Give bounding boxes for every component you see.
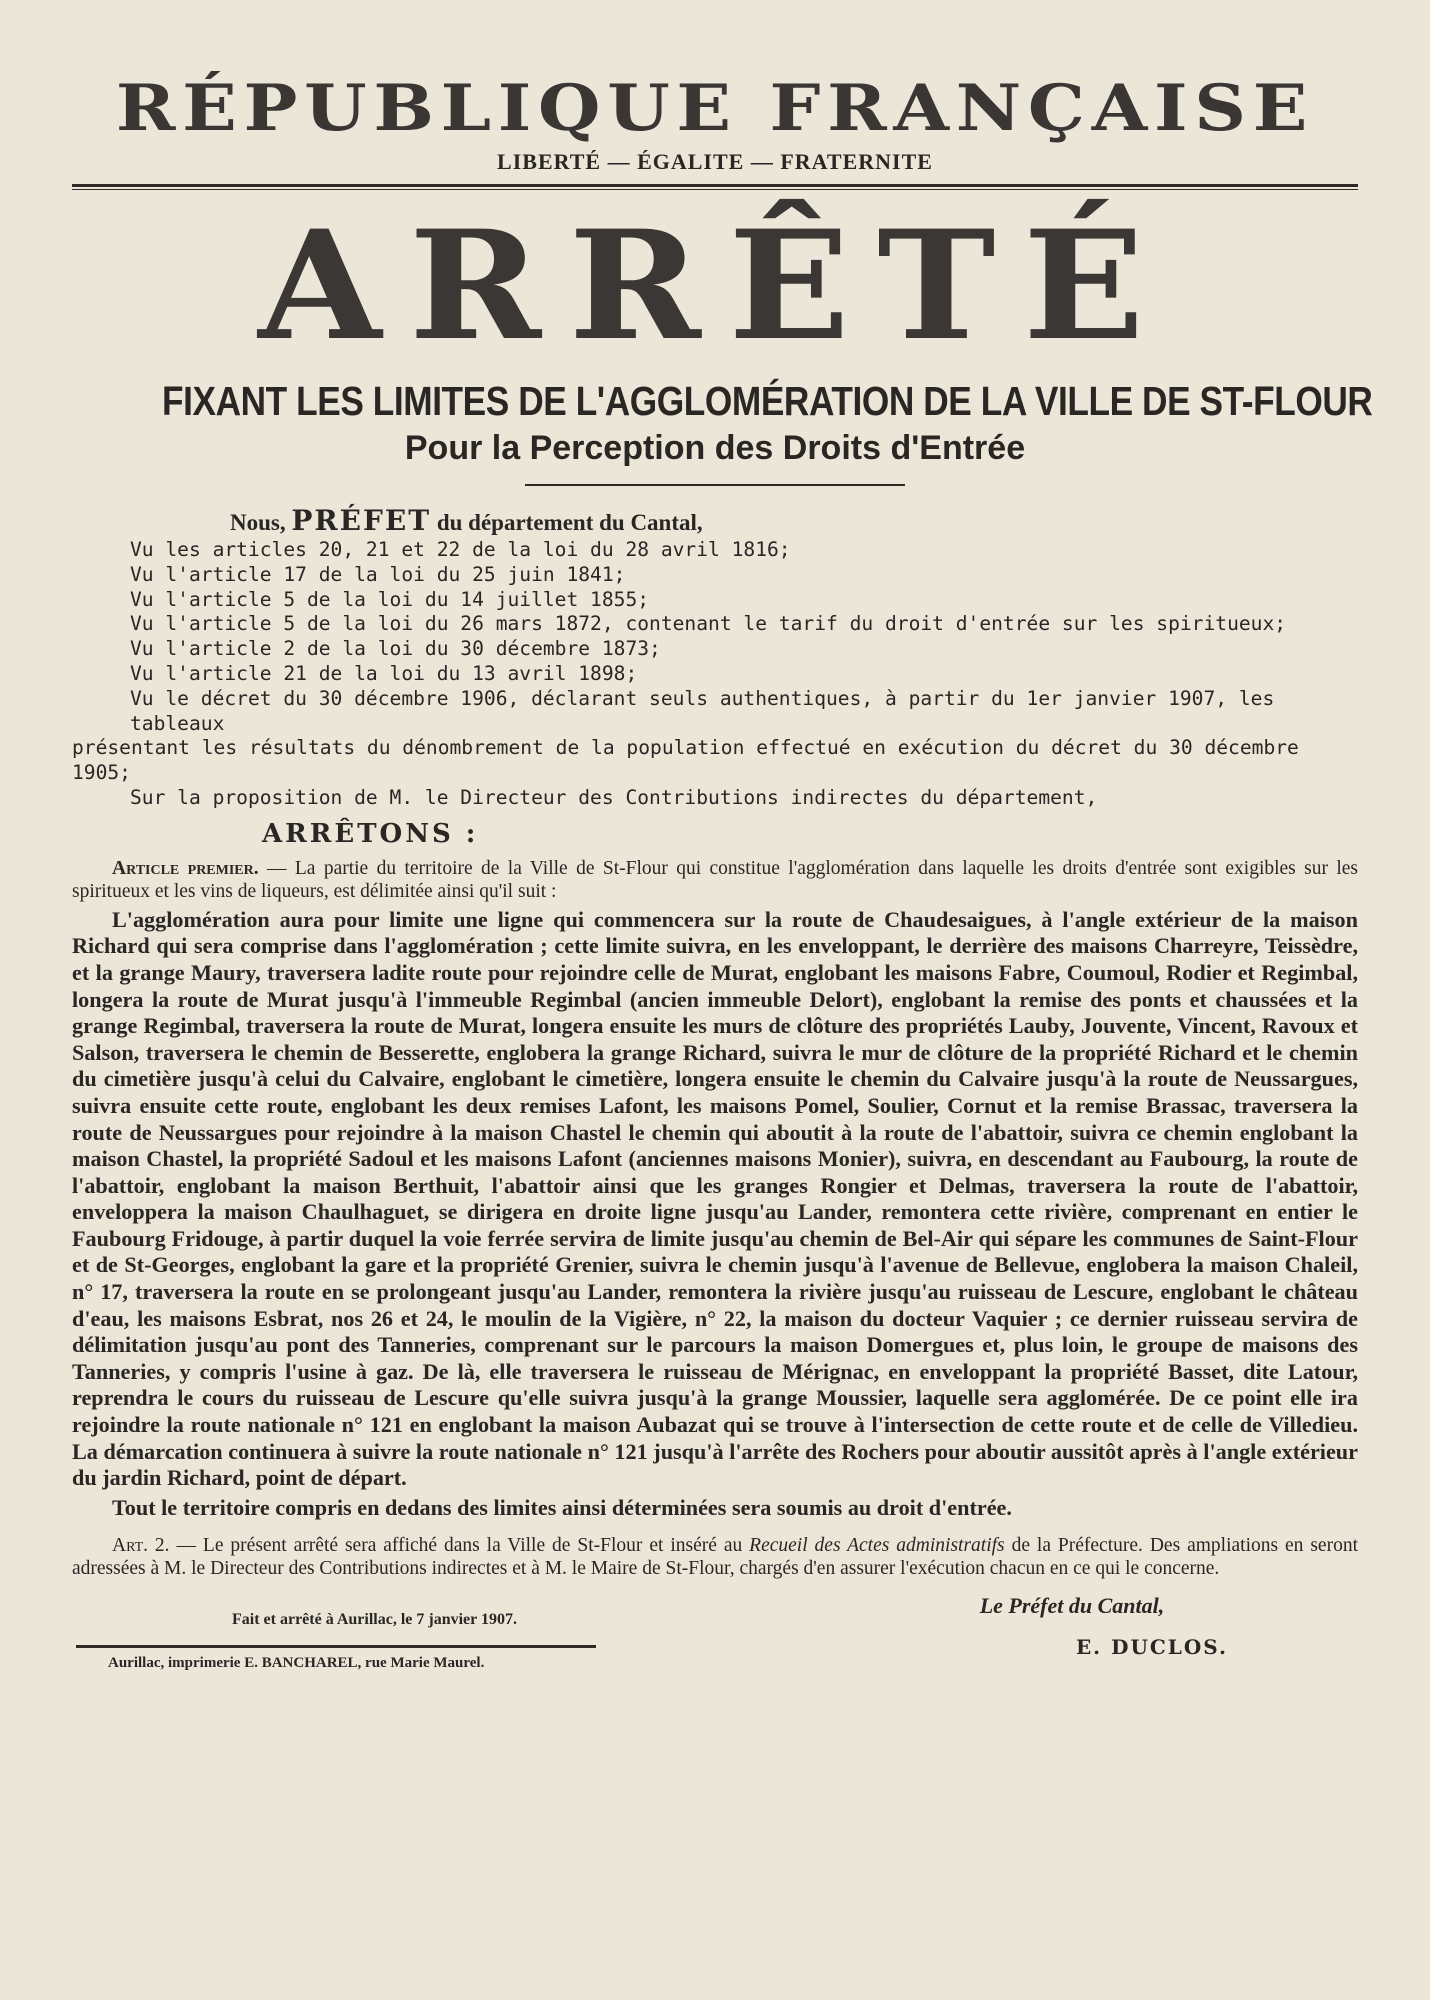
article-1-intro [72, 857, 1358, 903]
article-1-conclusion: Tout le territoire compris en dedans des limites ainsi déterminées sera soumis au droit d'entrée. [112, 1494, 1012, 1520]
consideration-item: Vu l'article 2 de la loi du 30 décembre 1873; [130, 637, 661, 661]
header [72, 70, 1358, 176]
article-1-lead: Article premier. [112, 857, 259, 879]
subtitle-line-1: FIXANT LES LIMITES DE L'AGGLOMÉRATION DE LA VILLE DE ST-FLOUR [162, 378, 1373, 424]
consideration-item: présentant les résultats du dénombrement de la population effectué en exécution du décret du 30 décembre 1905; [72, 736, 1299, 785]
consideration-item: Vu les articles 20, 21 et 22 de la loi du 28 avril 1816; [130, 538, 791, 561]
article-2-text-a: — Le présent arrêté sera affiché dans la Ville de St-Flour et inséré au [169, 1534, 750, 1556]
printer-line: Aurillac, imprimerie E. BANCHAREL, rue Marie Maurel. [108, 1654, 485, 1671]
consideration-item: Sur la proposition de M. le Directeur des Contributions indirectes du département, [130, 785, 1098, 809]
signature-block [956, 1591, 1228, 1659]
consideration-item: Vu l'article 5 de la loi du 14 juillet 1855; [130, 587, 650, 611]
article-2-text-b: de la Préfecture. Des ampliations en seront adressées à M. le Directeur des Contributions indirectes et à M. le Maire de St-Flour, chargés d'en assurer l'exécution chacun en ce qui le concerne. [72, 1534, 1358, 1580]
subtitle-line-2: Pour la Perception des Droits d'Entrée [404, 429, 1026, 467]
signature-title: Le Préfet du Cantal, [979, 1592, 1165, 1618]
header-divider [72, 184, 1358, 190]
title-divider [525, 484, 905, 486]
consideration-item: Vu l'article 17 de la loi du 25 juin 1841; [130, 562, 626, 586]
nous-suffix: du département du Cantal, [436, 510, 703, 535]
footer [72, 1587, 1358, 1697]
considerations-list [72, 538, 1358, 811]
article-1-body: L'agglomération aura pour limite une ligne qui commencera sur la route de Chaudesaigues, à l'angle extérieur de la maison Richard qui sera comprise dans l'agglomération ; cette limite suivra, en les enveloppant, le derrière des maisons Charreyre, Teissèdre, et la grange Maury, traversera ladite route pour rejoindre celle de Murat, englobant les maisons Fabre, Coumoul, Rodier et Regimbal, longera la route de Murat jusqu'à l'immeuble Regimbal (ancien immeuble Delort), englobant la remise des ponts et chaussées et la grange Regimbal, traversera la route de Murat, longera ensuite les murs de clôture des propriétés Lauby, Jouvente, Vincent, Ravoux et Salson, traversera le chemin de Besserette, englobera la grange Richard, suivra le mur de clôture de la propriété Richard et le chemin du cimetière jusqu'à celui du Calvaire, englobant le cimetière, longera ensuite le chemin du Calvaire jusqu'à la route de Neussargues, suivra ensuite cette route, englobant les deux remises Lafont, les maisons Pomel, Soulier, Cornut et la remise Brassac, traversera la route de Neussargues pour rejoindre à la maison Chastel le chemin qui aboutit à la route de l'abattoir, suivra ce chemin englobant la maison Chastel, la propriété Sadoul et les maisons Lafont (anciennes maisons Monier), suivra, en descendant au Faubourg, la route de l'abattoir, englobant la maison Berthuit, l'abattoir ainsi que les granges Rongier et Delmas, traversera la route de l'abattoir, enveloppera la maison Chaulhaguet, se dirigera en droite ligne jusqu'au Lander, remontera cette rivière, comprenant en entier le Faubourg Fridouge, à partir duquel la voie ferrée servira de limite jusqu'au chemin de Bel-Air qui sépare les communes de Saint-Flour et de St-Georges, englobant la gare et la propriété Grenier, suivra le chemin jusqu'à l'avenue de Bellevue, englobera la maison Chaleil, n° 17, traversera la route en se prolongeant jusqu'au Lander, remontera la rivière jusqu'au ruisseau de Lescure, englobant le château d'eau, les maisons Esbrat, nos 26 et 24, le moulin de la Vigière, n° 22, la maison du docteur Vaquier ; ce dernier ruisseau servira de délimitation jusqu'au pont des Tanneries, comprenant sur le parcours la maison Domergues et, plus loin, le groupe de maisons des Tanneries, y compris l'usine à gaz. De là, elle traversera le ruisseau de Mérignac, en enveloppant la propriété Basset, dite Latour, reprendra le cours du ruisseau de Lescure qu'elle suivra jusqu'à la grange Moussier, laquelle sera agglomérée. De ce point elle ira rejoindre la route nationale n° 121 en englobant la maison Aubazat qui se trouve à l'intersection de cette route et de celle de Villedieu. La démarcation continuera à suivre la route nationale n° 121 jusqu'à l'arrête des Rochers pour aboutir aussitôt après à l'angle extérieur du jardin Richard, point de départ. [72, 906, 1358, 1491]
page-title: ARRÊTÉ [258, 198, 1172, 374]
consideration-item: Vu l'article 21 de la loi du 13 avril 1898; [130, 661, 638, 685]
signature-name: E. DUCLOS. [1075, 1634, 1228, 1659]
article-2 [72, 1534, 1358, 1581]
arretons-heading: ARRÊTONS : [262, 818, 479, 849]
motto: LIBERTÉ — ÉGALITE — FRATERNITE [497, 149, 933, 174]
nous-prefix: Nous, [230, 510, 286, 535]
article-1-text: — La partie du territoire de la Ville de St-Flour qui constitue l'agglomération dans laquelle les droits d'entrée sont exigibles sur les spiritueux et les vins de liqueurs, est délimitée ainsi qu'il suit : [72, 857, 1358, 902]
printer-divider [76, 1645, 596, 1648]
consideration-item: Vu l'article 5 de la loi du 26 mars 1872, contenant le tarif du droit d'entrée sur les spiritueux; [130, 612, 1287, 636]
nous-prefet-line [230, 506, 1358, 538]
recueil-title: Recueil des Actes administratifs [749, 1534, 1005, 1556]
article-2-lead: Art. 2. [112, 1534, 170, 1556]
prefet-word: PRÉFET [291, 504, 432, 537]
fait-line: Fait et arrêté à Aurillac, le 7 janvier 1907. [232, 1610, 517, 1628]
consideration-item: Vu le décret du 30 décembre 1906, déclarant seuls authentiques, à partir du 1er janvier 1907, les tableaux [130, 686, 1275, 735]
republic-heading: RÉPUBLIQUE FRANÇAISE [115, 71, 1315, 146]
